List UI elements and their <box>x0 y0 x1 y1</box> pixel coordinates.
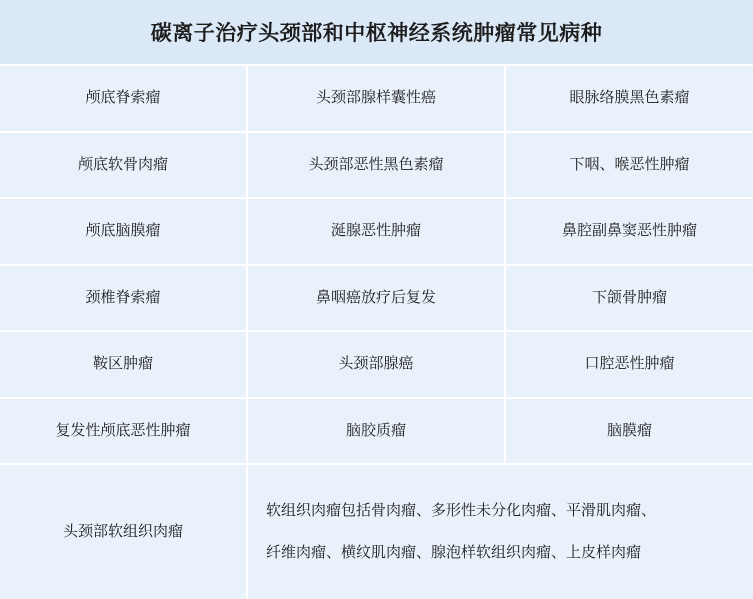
table-cell: 鞍区肿瘤 <box>0 332 248 397</box>
table-row <box>0 133 753 200</box>
table-title-row <box>0 0 753 66</box>
table-cell: 涎腺恶性肿瘤 <box>248 199 506 264</box>
table-cell: 颅底脊索瘤 <box>0 66 248 131</box>
table-row <box>0 266 753 333</box>
table-body <box>0 66 753 599</box>
table-cell: 颅底脑膜瘤 <box>0 199 248 264</box>
table-cell: 脑胶质瘤 <box>248 399 506 464</box>
table-cell: 头颈部腺癌 <box>248 332 506 397</box>
table-cell: 头颈部恶性黑色素瘤 <box>248 133 506 198</box>
table-row <box>0 399 753 466</box>
table-row <box>0 199 753 266</box>
table-cell: 下颌骨肿瘤 <box>506 266 753 331</box>
table-cell: 颅底软骨肉瘤 <box>0 133 248 198</box>
table-row-soft-tissue-sarcoma <box>0 465 753 599</box>
detail-line: 软组织肉瘤包括骨肉瘤、多形性未分化肉瘤、平滑肌肉瘤、 <box>266 501 657 519</box>
table-cell: 颈椎脊索瘤 <box>0 266 248 331</box>
detail-line: 纤维肉瘤、横纹肌肉瘤、腺泡样软组织肉瘤、上皮样肉瘤 <box>266 544 642 561</box>
table-cell: 眼脉络膜黑色素瘤 <box>506 66 753 131</box>
table-cell: 鼻腔副鼻窦恶性肿瘤 <box>506 199 753 264</box>
detail-lines <box>266 497 656 568</box>
table-cell: 头颈部软组织肉瘤 <box>0 465 248 599</box>
table-cell: 下咽、喉恶性肿瘤 <box>506 133 753 198</box>
table-cell: 头颈部腺样囊性癌 <box>248 66 506 131</box>
table-cell-detail <box>248 465 753 599</box>
table-row <box>0 66 753 133</box>
page-title: 碳离子治疗头颈部和中枢神经系统肿瘤常见病种 <box>150 22 603 45</box>
table-cell: 鼻咽癌放疗后复发 <box>248 266 506 331</box>
table-cell: 口腔恶性肿瘤 <box>506 332 753 397</box>
table-cell: 复发性颅底恶性肿瘤 <box>0 399 248 464</box>
table-cell: 脑膜瘤 <box>506 399 753 464</box>
table-row <box>0 332 753 399</box>
